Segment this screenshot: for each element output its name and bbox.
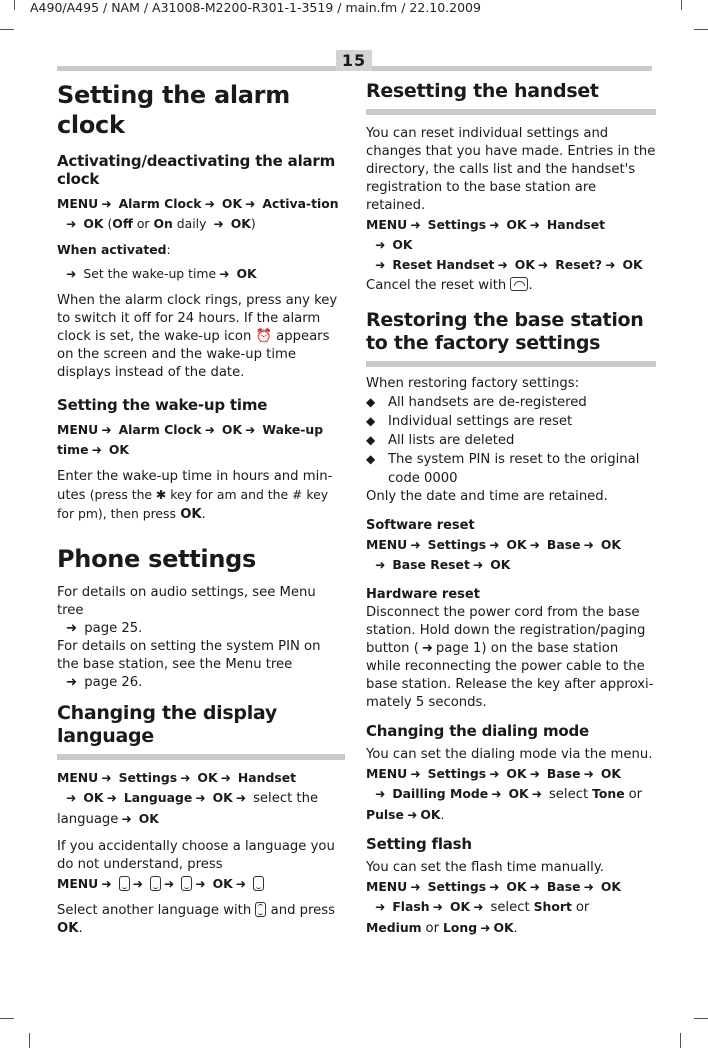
arrow-icon: ➜ xyxy=(410,766,421,781)
diamond-bullet-icon: ◆ xyxy=(366,414,376,428)
arrow-icon: ➜ xyxy=(529,537,540,552)
arrow-icon: ➜ xyxy=(583,879,594,894)
cancel-reset-text: Cancel the reset with . xyxy=(366,278,533,293)
set-wakeup-sequence: ➜ Set the wake-up time ➜ OK xyxy=(57,264,345,284)
nav-down-key-icon xyxy=(150,876,161,891)
activate-alarm-sequence: MENU ➜ Alarm Clock ➜ OK ➜ Activa-tion ➜ OK (Off or On daily ➜ OK) xyxy=(57,194,345,234)
alarm-rings-text: When the alarm clock rings, press any key to switch it off for 24 hours. If the alarm clock is set, the wake-up icon ⏰ appears on the screen and the wake-up time displays instead of the date. xyxy=(57,293,338,380)
setting-flash-sequence: MENU ➜ Settings ➜ OK ➜ Base ➜ OK ➜ Flash ➜ OK ➜ select Short or Medium or Long ➜ OK. xyxy=(366,879,621,936)
restore-intro-text: When restoring factory settings: xyxy=(366,376,580,391)
arrow-icon: ➜ xyxy=(472,557,484,572)
nav-down-key-icon xyxy=(253,876,264,891)
arrow-icon: ➜ xyxy=(132,876,143,891)
arrow-icon: ➜ xyxy=(605,257,616,272)
pin-settings-text: For details on setting the system PIN on the base station, see the Menu tree ➜ page 26. xyxy=(57,639,321,690)
arrow-icon: ➜ xyxy=(195,876,206,891)
accident-language-sequence: MENU ➜ ➜ ➜ ➜ OK ➜ xyxy=(57,874,345,894)
arrow-icon: ➜ xyxy=(66,790,77,805)
crop-mark-br xyxy=(694,1018,708,1019)
list-item: ◆ The system PIN is reset to the original code 0000 xyxy=(366,452,640,486)
crop-mark-right-bottom xyxy=(680,1033,681,1048)
arrow-icon: ➜ xyxy=(245,196,256,211)
crop-mark-bl xyxy=(0,1018,14,1019)
retained-text: Only the date and time are retained. xyxy=(366,489,608,504)
crop-mark-left-bottom xyxy=(29,1033,30,1048)
reset-handset-text: You can reset individual settings and changes that you have made. Entries in the directory, the calls list and the handset's registration to the base station are retained. xyxy=(366,126,656,213)
right-column xyxy=(366,76,656,939)
language-sequence: MENU ➜ Settings ➜ OK ➜ Handset ➜ OK ➜ Language ➜ OK ➜ select the language ➜ OK xyxy=(57,770,319,827)
arrow-icon: ➜ xyxy=(583,537,594,552)
reset-handset-heading: Resetting the handset xyxy=(366,80,656,115)
audio-settings-text: For details on audio settings, see Menu tree ➜ page 25. xyxy=(57,585,316,636)
dialing-mode-heading: Changing the dialing mode xyxy=(366,722,590,740)
arrow-icon: ➜ xyxy=(101,196,112,211)
phone-settings-title: Phone settings xyxy=(57,545,256,573)
diamond-bullet-icon: ◆ xyxy=(366,395,376,409)
crop-mark-tl xyxy=(0,29,14,30)
arrow-icon: ➜ xyxy=(375,899,386,914)
arrow-icon: ➜ xyxy=(106,790,117,805)
arrow-icon: ➜ xyxy=(213,216,224,231)
list-item: ◆ All lists are deleted xyxy=(366,433,515,448)
nav-down-key-icon xyxy=(119,876,130,891)
crop-mark-left-top xyxy=(14,0,15,10)
arrow-icon: ➜ xyxy=(121,811,132,826)
arrow-icon: ➜ xyxy=(163,876,175,891)
restore-base-heading: Restoring the base station to the factory settings xyxy=(366,309,656,367)
diamond-bullet-icon: ◆ xyxy=(366,433,376,447)
wakeup-time-heading: Setting the wake-up time xyxy=(57,396,268,414)
arrow-icon: ➜ xyxy=(410,537,421,552)
left-column xyxy=(57,76,345,938)
arrow-icon: ➜ xyxy=(180,770,191,785)
arrow-icon: ➜ xyxy=(204,422,215,437)
arrow-icon: ➜ xyxy=(101,422,112,437)
setting-flash-heading: Setting flash xyxy=(366,835,472,853)
arrow-icon: ➜ xyxy=(375,557,386,572)
arrow-icon: ➜ xyxy=(66,216,77,231)
arrow-icon: ➜ xyxy=(491,786,502,801)
arrow-icon: ➜ xyxy=(497,257,508,272)
arrow-icon: ➜ xyxy=(473,899,484,914)
activate-alarm-heading: Activating/deactivating the alarm clock xyxy=(57,152,336,188)
dialing-mode-sequence: MENU ➜ Settings ➜ OK ➜ Base ➜ OK ➜ Dailling Mode ➜ OK ➜ select Tone or Pulse ➜ OK. xyxy=(366,764,656,825)
arrow-icon: ➜ xyxy=(489,766,500,781)
arrow-icon: ➜ xyxy=(531,786,542,801)
arrow-icon: ➜ xyxy=(406,807,418,822)
top-rule-left xyxy=(57,66,336,71)
arrow-icon: ➜ xyxy=(91,442,102,457)
arrow-icon: ➜ xyxy=(410,217,421,232)
select-language-text: Select another language with and press OK. xyxy=(57,903,335,936)
arrow-icon: ➜ xyxy=(529,879,540,894)
arrow-icon: ➜ xyxy=(489,537,500,552)
setting-flash-text: You can set the flash time manually. xyxy=(366,860,604,875)
software-reset-heading: Software reset xyxy=(366,518,475,533)
hardware-reset-text: Disconnect the power cord from the base station. Hold down the registration/paging button ( ➜ page 1) on the base station while reconnecting the power cable to the base station. Release the key after approxi-mately 5 seconds. xyxy=(366,605,654,710)
end-call-key-icon xyxy=(510,277,528,291)
arrow-icon: ➜ xyxy=(432,899,444,914)
accident-language-text: If you accidentally choose a language you do not understand, press xyxy=(57,839,335,872)
restore-bullet-list xyxy=(366,393,656,488)
reset-handset-sequence: MENU ➜ Settings ➜ OK ➜ Handset ➜ OK ➜ Reset Handset ➜ OK ➜ Reset? ➜ OK xyxy=(366,215,656,275)
when-activated: When activated: xyxy=(57,242,171,257)
arrow-icon: ➜ xyxy=(235,790,247,805)
arrow-icon: ➜ xyxy=(375,257,386,272)
arrow-icon: ➜ xyxy=(375,786,386,801)
alarm-clock-title: Setting the alarm clock xyxy=(57,81,290,139)
arrow-icon: ➜ xyxy=(101,876,112,891)
arrow-icon: ➜ xyxy=(489,879,500,894)
list-item: ◆ All handsets are de-registered xyxy=(366,395,587,410)
arrow-icon: ➜ xyxy=(204,196,215,211)
list-item: ◆ Individual settings are reset xyxy=(366,414,573,429)
arrow-icon: ➜ xyxy=(375,237,386,252)
arrow-icon: ➜ xyxy=(421,641,433,656)
arrow-icon: ➜ xyxy=(195,790,206,805)
arrow-icon: ➜ xyxy=(245,422,256,437)
arrow-icon: ➜ xyxy=(101,770,112,785)
crop-mark-tr xyxy=(694,29,708,30)
arrow-icon: ➜ xyxy=(480,920,491,935)
page-number: 15 xyxy=(336,50,372,71)
crop-mark-right-top xyxy=(681,0,682,10)
top-rule-right xyxy=(372,66,652,71)
file-header: A490/A495 / NAM / A31008-M2200-R301-1-3519 / main.fm / 22.10.2009 xyxy=(30,0,481,15)
arrow-icon: ➜ xyxy=(489,217,500,232)
enter-wakeup-text: Enter the wake-up time in hours and min-utes (press the ✱ key for am and the # key for pm), then press OK. xyxy=(57,469,333,522)
arrow-icon: ➜ xyxy=(583,766,594,781)
arrow-icon: ➜ xyxy=(410,879,421,894)
arrow-icon: ➜ xyxy=(537,257,549,272)
software-reset-sequence: MENU ➜ Settings ➜ OK ➜ Base ➜ OK ➜ Base Reset ➜ OK xyxy=(366,535,656,575)
nav-updown-key-icon xyxy=(255,902,266,917)
diamond-bullet-icon: ◆ xyxy=(366,452,376,466)
wakeup-time-sequence: MENU ➜ Alarm Clock ➜ OK ➜ Wake-up time ➜ OK xyxy=(57,420,345,460)
arrow-icon: ➜ xyxy=(66,266,77,281)
hardware-reset-heading: Hardware reset xyxy=(366,587,480,602)
arrow-icon: ➜ xyxy=(219,266,230,281)
arrow-icon: ➜ xyxy=(529,217,540,232)
arrow-icon: ➜ xyxy=(529,766,540,781)
arrow-icon: ➜ xyxy=(235,876,247,891)
arrow-icon: ➜ xyxy=(220,770,231,785)
arrow-icon: ➜ xyxy=(66,621,78,636)
dialing-mode-text: You can set the dialing mode via the menu. xyxy=(366,747,653,762)
arrow-icon: ➜ xyxy=(66,675,78,690)
display-language-heading: Changing the display language xyxy=(57,702,345,760)
nav-down-key-icon xyxy=(181,876,192,891)
